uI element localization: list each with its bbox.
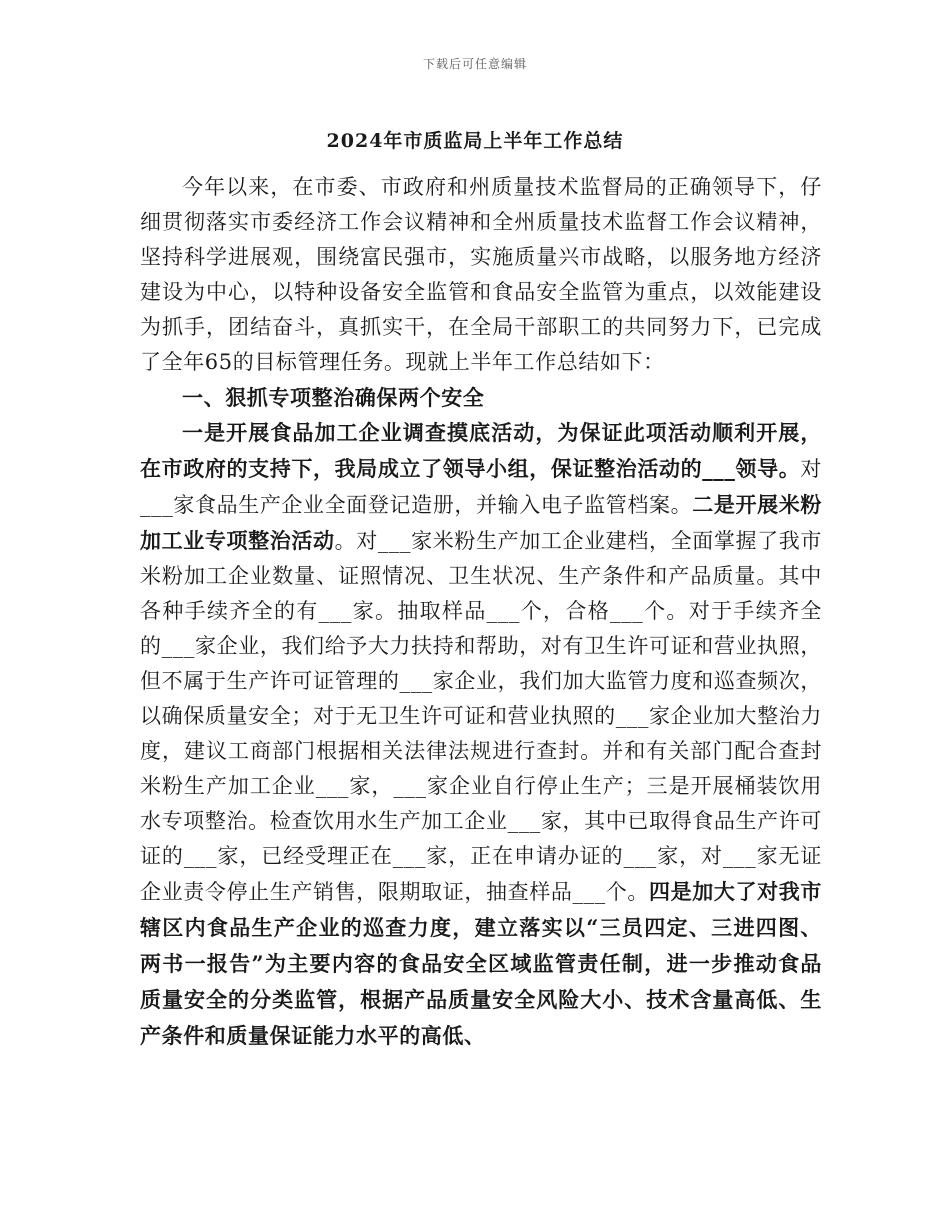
bold-run: 四是加大了对我市辖区内食品生产企业的巡查力度，建立落实以“三员四定、三进四图、两书一报告”为主要内容的食品安全区域监管责任制，进一步推动食品质量安全的分类监管，根据产品质量安全风险大小、技术含量高低、生产条件和质量保证能力水平的高低、 xyxy=(140,879,822,1048)
document-body xyxy=(140,170,822,1054)
text-run: 对___家食品生产企业全面登记造册，并输入电子监管档案。 xyxy=(140,457,822,517)
section-heading: 一、狠抓专项整治确保两个安全 xyxy=(182,385,485,410)
text-run: 。对___家米粉生产加工企业建档，全面掌握了我市米粉加工企业数量、证照情况、卫生状况、生产条件和产品质量。其中各种手续齐全的有___家。抽取样品___个，合格___个。对于手续齐全的___家企业，我们给予大力扶持和帮助，对有卫生许可证和营业执照，但不属于生产许可证管理的___家企业，我们加大监管力度和巡查频次，以确保质量安全；对于无卫生许可证和营业执照的___家企业加大整治力度，建议工商部门根据相关法律法规进行查封。并和有关部门配合查封米粉生产加工企业___家，___家企业自行停止生产；三是开展桶装饮用水专项整治。检查饮用水生产加工企业___家，其中已取得食品生产许可证的___家，已经受理正在___家，正在申请办证的___家，对___家无证企业责令停止生产销售，限期取证，抽查样品___个。 xyxy=(140,529,822,904)
document-title: 2024年市质监局上半年工作总结 xyxy=(326,130,624,152)
page-header-note: 下载后可任意编辑 xyxy=(422,57,527,71)
bold-run: 一是开展食品加工企业调查摸底活动，为保证此项活动顺利开展，在市政府的支持下，我局成立了领导小组，保证整治活动的___领导。 xyxy=(140,420,822,481)
section-paragraph xyxy=(140,415,822,1054)
bold-run: 二是开展米粉加工业专项整治活动 xyxy=(140,492,822,553)
intro-paragraph: 今年以来，在市委、市政府和州质量技术监督局的正确领导下，仔细贯彻落实市委经济工作会议精神和全州质量技术监督工作会议精神，坚持科学进展观，围绕富民强市，实施质量兴市战略，以服务地方经济建设为中心，以特种设备安全监管和食品安全监管为重点，以效能建设为抓手，团结奋斗，真抓实干，在全局干部职工的共同努力下，已完成了全年65的目标管理任务。现就上半年工作总结如下： xyxy=(140,175,822,374)
